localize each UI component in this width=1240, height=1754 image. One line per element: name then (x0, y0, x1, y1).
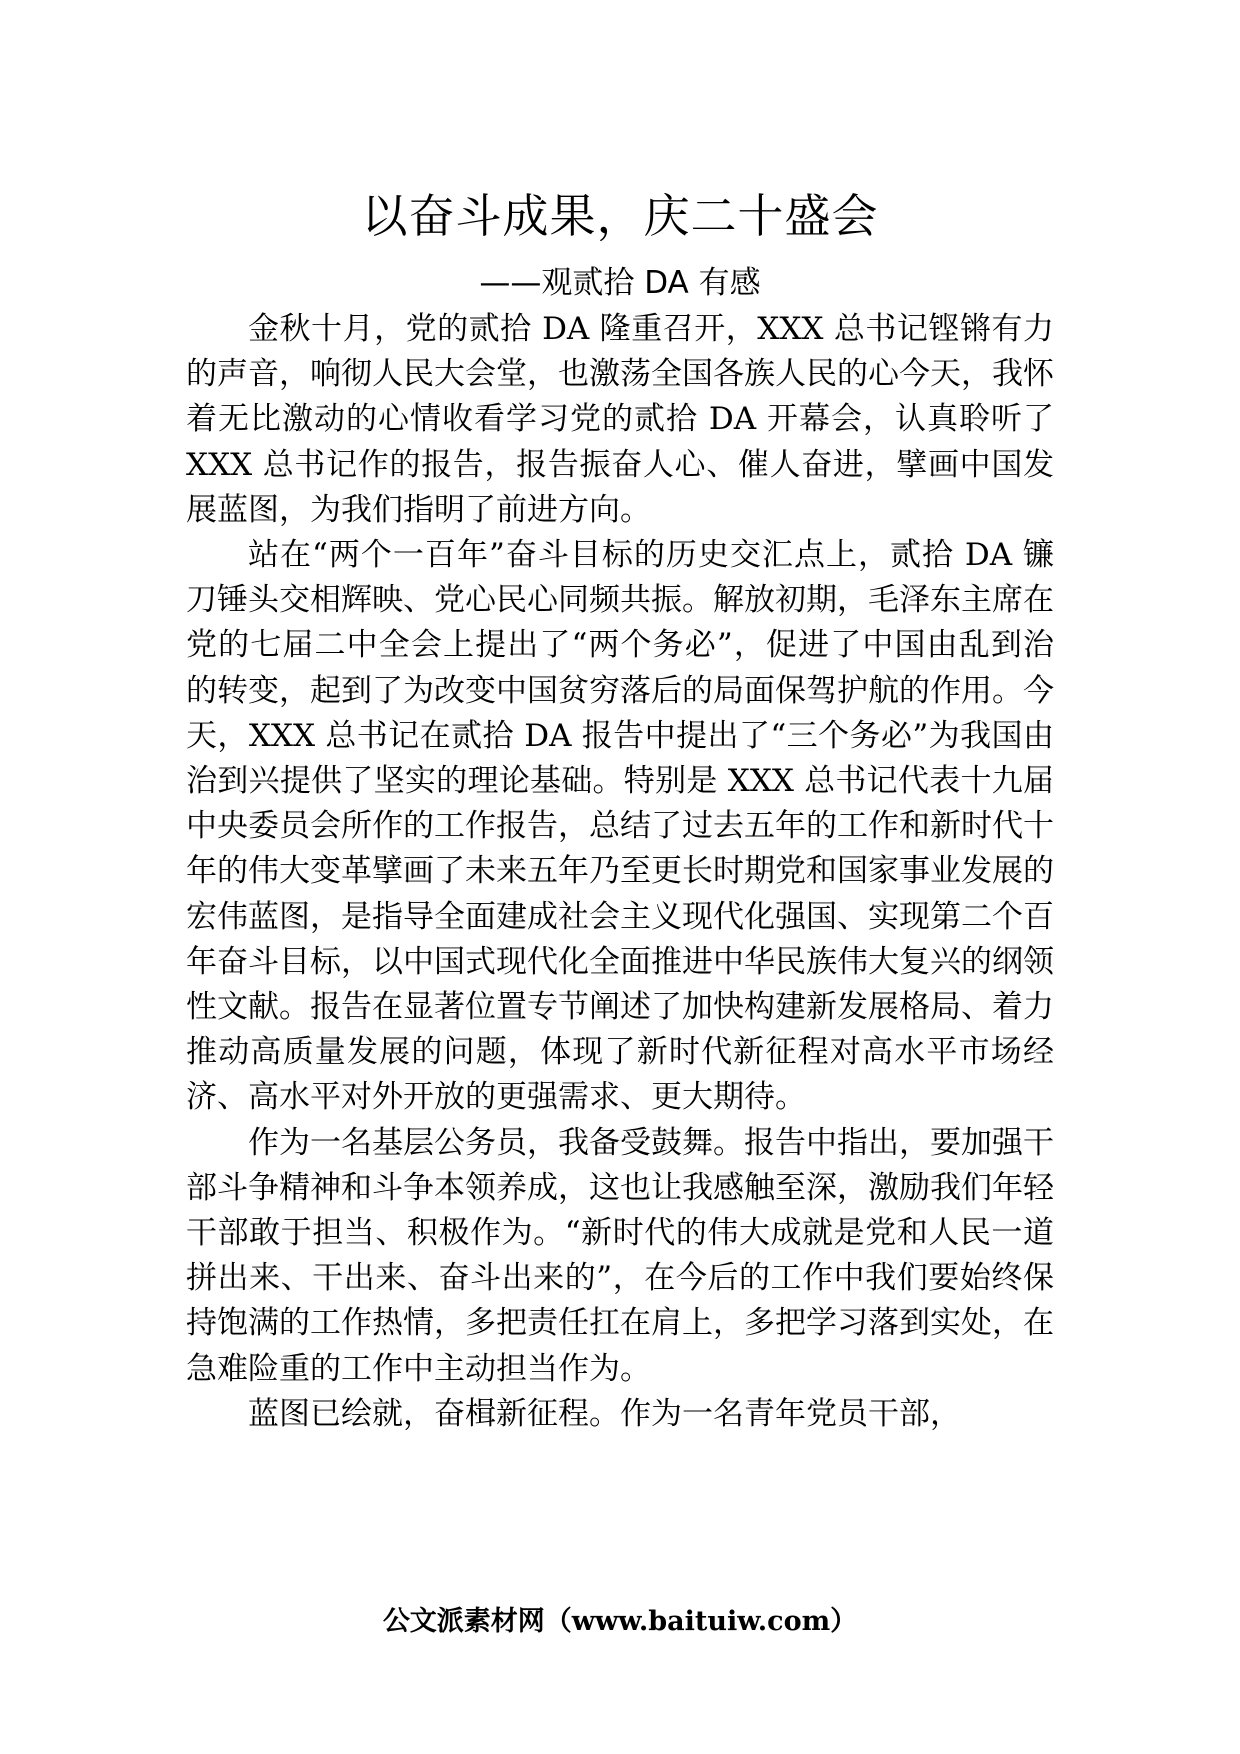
document-title: 以奋斗成果，庆二十盛会 (361, 189, 879, 243)
document-subtitle: ——观贰拾 DA 有感 (479, 265, 761, 301)
paragraph-3: 作为一名基层公务员，我备受鼓舞。报告中指出，要加强干部斗争精神和斗争本领养成，这也让我感触至深，激励我们年轻干部敢于担当、积极作为。“新时代的伟大成就是党和人民一道拼出来、干出来、奋斗出来的”，在今后的工作中我们要始终保持饱满的工作热情，多把责任扛在肩上，多把学习落到实处，在急难险重的工作中主动担当作为。 (186, 1124, 1054, 1387)
paragraph-1: 金秋十月，党的贰拾 DA 隆重召开，XXX 总书记铿锵有力的声音，响彻人民大会堂，也激荡全国各族人民的心今天，我怀着无比激动的心情收看学习党的贰拾 DA 开幕会，认真聆听了 XXX 总书记作的报告，报告振奋人心、催人奋进，擘画中国发展蓝图，为我们指明了前进方向。 (186, 311, 1054, 528)
paragraph-2: 站在“两个一百年”奋斗目标的历史交汇点上，贰拾 DA 镰刀锤头交相辉映、党心民心同频共振。解放初期，毛泽东主席在党的七届二中全会上提出了“两个务必”，促进了中国由乱到治的转变，起到了为改变中国贫穷落后的局面保驾护航的作用。今天，XXX 总书记在贰拾 DA 报告中提出了“三个务必”为我国由治到兴提供了坚实的理论基础。特别是 XXX 总书记代表十九届中央委员会所作的工作报告，总结了过去五年的工作和新时代十年的伟大变革擘画了未来五年乃至更长时期党和国家事业发展的宏伟蓝图，是指导全面建成社会主义现代化强国、实现第二个百年奋斗目标，以中国式现代化全面推进中华民族伟大复兴的纲领性文献。报告在显著位置专节阐述了加快构建新发展格局、着力推动高质量发展的问题，体现了新时代新征程对高水平市场经济、高水平对外开放的更强需求、更大期待。 (186, 537, 1054, 1116)
document-body (186, 307, 1054, 1437)
watermark-footer: 公文派素材网（www.baituiw.com） (382, 1606, 858, 1637)
paragraph-4: 蓝图已绘就，奋楫新征程。作为一名青年党员干部， (248, 1395, 961, 1432)
